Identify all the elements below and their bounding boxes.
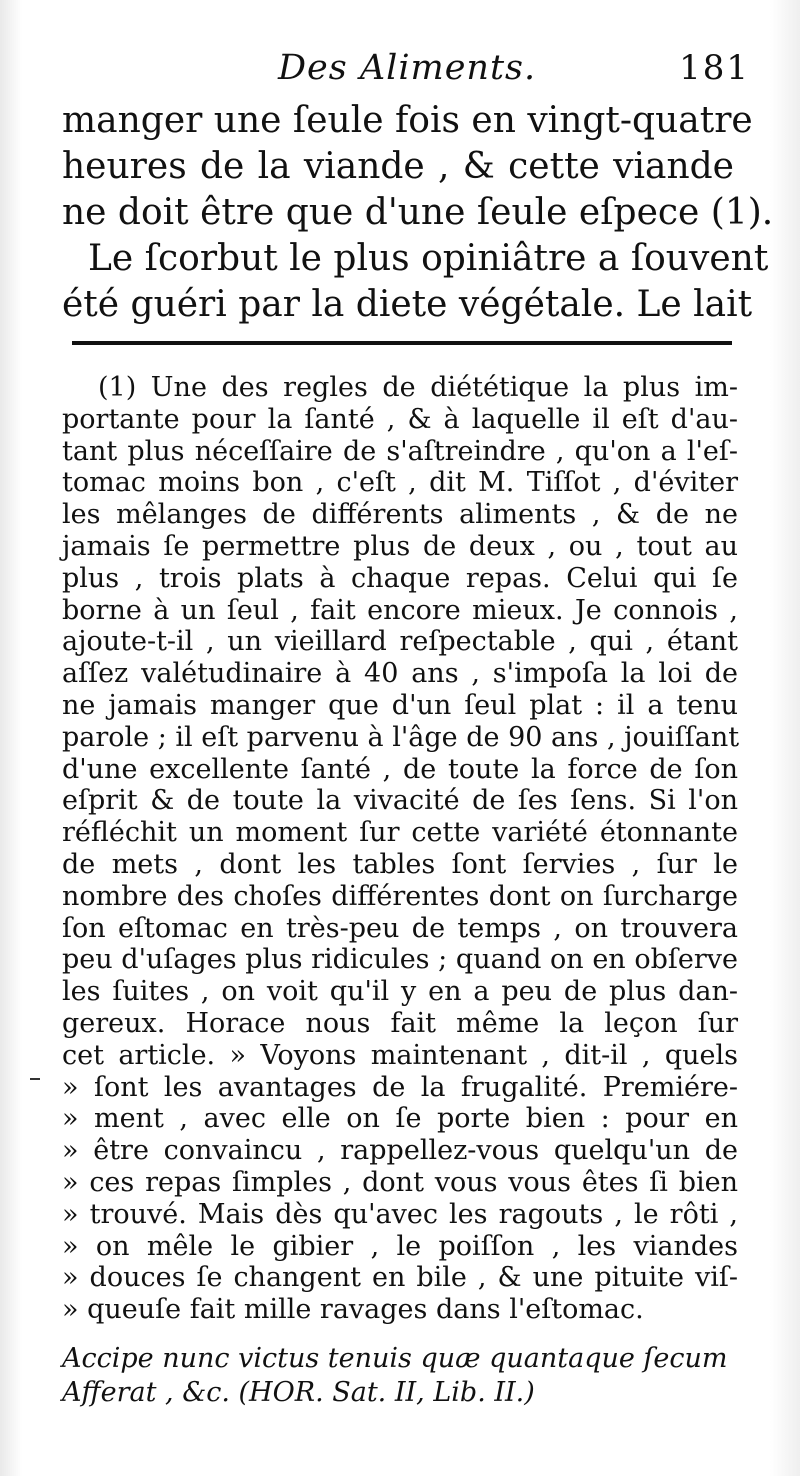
footnote-line: peu d'uſages plus ridicules ; quand on en obſerve [62, 944, 738, 976]
footnote-line: réfléchit un moment ſur cette variété étonnante [62, 817, 738, 849]
footnote-line: aſſez valétudinaire à 40 ans , s'impoſa la loi de [62, 658, 738, 690]
footnote-line: les mêlanges de différents aliments , & de ne [62, 499, 738, 531]
footnote-line: » on mêle le gibier , le poiſſon , les viandes [62, 1230, 738, 1262]
footnote-line: plus , trois plats à chaque repas. Celui qui ſe [62, 562, 738, 594]
margin-mark [30, 1078, 40, 1080]
running-title: Des Aliments. [278, 48, 537, 88]
main-text-block [62, 98, 774, 328]
footnote-block [62, 372, 738, 1326]
page-number: 181 [679, 48, 750, 88]
footnote-separator-rule [72, 341, 732, 345]
footnote-line: de mets , dont les tables ſont ſervies , ſur le [62, 848, 738, 880]
footnote-line: eſprit & de toute la vivacité de ſes ſens. Si l'on [62, 785, 738, 817]
footnote-line: cet article. » Voyons maintenant , dit-il , quels [62, 1039, 738, 1071]
main-text-line: Le ſcorbut le plus opiniâtre a ſouvent [88, 238, 769, 279]
main-text-line: été guéri par la diete végétale. Le lait [62, 284, 753, 325]
main-text-line: manger une ſeule fois en vingt-quatre [62, 100, 753, 141]
footnote-line: tant plus néceſſaire de s'aſtreindre , qu'on a l'eſ- [62, 435, 738, 467]
footnote-line: borne à un ſeul , fait encore mieux. Je connois , [62, 594, 738, 626]
footnote-line: gereux. Horace nous fait même la leçon ſur [62, 1007, 738, 1039]
footnote-line: portante pour la ſanté , & à laquelle il eſt d'au- [62, 403, 738, 435]
main-text-line: heures de la viande , & cette viande [62, 146, 734, 187]
page-header [60, 48, 750, 98]
footnote-line: » ſont les avantages de la frugalité. Premiére- [62, 1071, 738, 1103]
main-text-line: ne doit être que d'une ſeule eſpece (1). [62, 192, 774, 233]
footnote-line: jamais ſe permettre plus de deux , ou , tout au [62, 530, 738, 562]
footnote-line: ajoute-t-il , un vieillard reſpectable , qui , étant [62, 626, 738, 658]
footnote-line: ſon eſtomac en très-peu de temps , on trouvera [62, 912, 738, 944]
footnote-line: nombre des choſes différentes dont on ſurcharge [62, 880, 738, 912]
footnote-line: » être convaincu , rappellez-vous quelqu'un de [62, 1135, 738, 1167]
footnote-line: tomac moins bon , c'eſt , dit M. Tiſſot , d'éviter [62, 467, 738, 499]
quotation-line: Afferat , &c. (HOR. Sat. II, Lib. II.) [62, 1377, 535, 1408]
footnote-line: ne jamais manger que d'un ſeul plat : il a tenu [62, 689, 738, 721]
latin-quotation [62, 1342, 728, 1410]
footnote-line: » douces ſe changent en bile , & une pituite viſ- [62, 1262, 738, 1294]
footnote-line: d'une excellente ſanté , de toute la force de ſon [62, 753, 738, 785]
footnote-line: » ces repas ſimples , dont vous vous êtes ſi bien [62, 1166, 738, 1198]
footnote-line: (1) Une des regles de diététique la plus im- [98, 372, 738, 403]
footnote-line: les ſuites , on voit qu'il y en a peu de plus dan- [62, 976, 738, 1008]
quotation-line: Accipe nunc victus tenuis quæ quantaque ſecum [62, 1343, 728, 1374]
footnote-line: parole ; il eſt parvenu à l'âge de 90 ans , jouiſſant [62, 721, 740, 753]
footnote-line: » queuſe fait mille ravages dans l'eſtomac. [62, 1294, 644, 1326]
footnote-line: » trouvé. Mais dès qu'avec les ragouts , le rôti , [62, 1198, 738, 1230]
footnote-line: » ment , avec elle on ſe porte bien : pour en [62, 1103, 738, 1135]
